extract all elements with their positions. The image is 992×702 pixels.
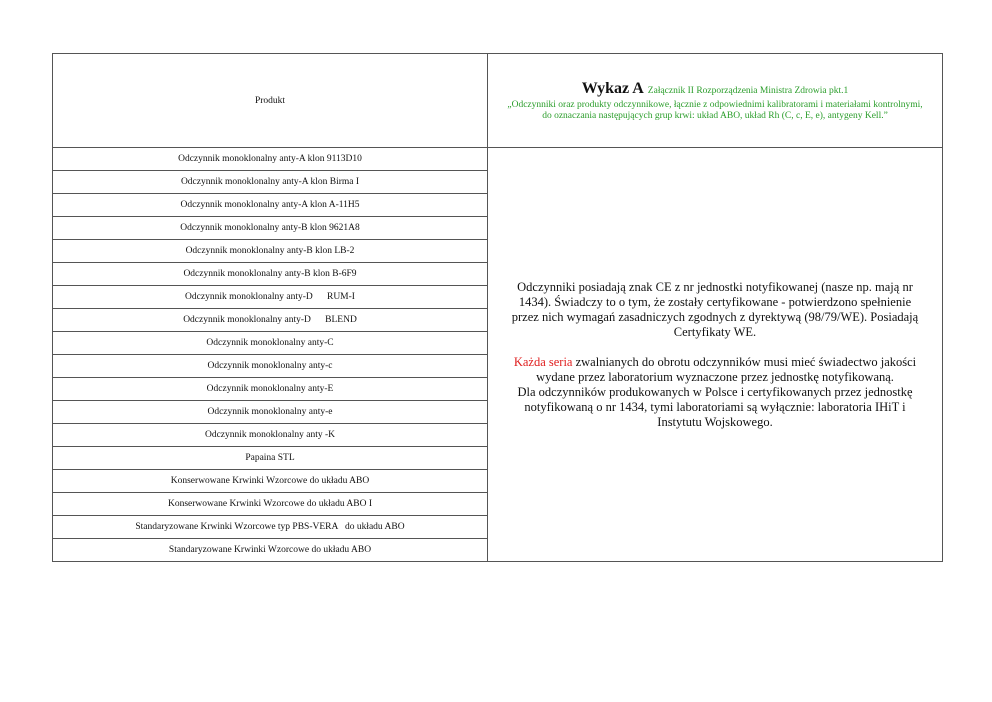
product-name-cell: Odczynnik monoklonalny anty -K	[53, 424, 488, 447]
wykaz-title: Wykaz A	[581, 79, 644, 97]
product-name-cell: Odczynnik monoklonalny anty-D RUM-I	[53, 286, 488, 309]
product-name-cell: Konserwowane Krwinki Wzorcowe do układu ABO	[53, 470, 488, 493]
product-name-cell: Odczynnik monoklonalny anty-D BLEND	[53, 309, 488, 332]
product-name-cell: Odczynnik monoklonalny anty-B klon LB-2	[53, 240, 488, 263]
product-name-cell: Odczynnik monoklonalny anty-A klon A-11H5	[53, 194, 488, 217]
product-name-cell: Odczynnik monoklonalny anty-A klon 9113D10	[53, 148, 488, 171]
product-name-cell: Standaryzowane Krwinki Wzorcowe do układu ABO	[53, 539, 488, 562]
product-column-header: Produkt	[53, 54, 488, 148]
product-name-cell: Konserwowane Krwinki Wzorcowe do układu ABO I	[53, 493, 488, 516]
header-row	[53, 54, 943, 148]
product-name-cell: Papaina STL	[53, 447, 488, 470]
wykaz-table	[52, 53, 943, 562]
product-name-cell: Odczynnik monoklonalny anty-c	[53, 355, 488, 378]
wykaz-header-cell	[488, 54, 943, 148]
product-name-cell: Odczynnik monoklonalny anty-A klon Birma I	[53, 171, 488, 194]
quality-certificate-text: zwalnianych do obrotu odczynników musi mieć świadectwo jakości wydane przez laboratorium wyznaczone przez jednostkę notyfikowaną.	[536, 354, 917, 384]
laboratories-paragraph: Dla odczynników produkowanych w Polsce i certyfikowanych przez jednostkę notyfikowaną o nr 1434, tymi laboratoriami są wyłącznie: laboratoria IHiT i Instytutu Wojskowego.	[517, 384, 913, 429]
wykaz-reference: Załącznik II Rozporządzenia Ministra Zdrowia pkt.1	[647, 85, 849, 96]
product-name-cell: Odczynnik monoklonalny anty-E	[53, 378, 488, 401]
product-name-cell: Odczynnik monoklonalny anty-B klon 9621A8	[53, 217, 488, 240]
product-name-cell: Odczynnik monoklonalny anty-B klon B-6F9	[53, 263, 488, 286]
wykaz-description: „Odczynniki oraz produkty odczynnikowe, łącznie z odpowiednimi kalibratorami i materiałami kontrolnymi, do oznaczania następujących grup krwi: układ ABO, układ Rh (C, c, E, e), antygeny Kell.”	[507, 99, 923, 121]
product-name-cell: Odczynnik monoklonalny anty-e	[53, 401, 488, 424]
product-name-cell: Standaryzowane Krwinki Wzorcowe typ PBS-VERA do układu ABO	[53, 516, 488, 539]
highlight-text: Każda seria	[513, 354, 573, 369]
ce-mark-paragraph: Odczynniki posiadają znak CE z nr jednostki notyfikowanej (nasze np. mają nr 1434). Świadczy to o tym, że zostały certyfikowane - potwierdzono spełnienie przez nich wymagań zasadniczych zgodnych z dyrektywą (98/79/WE). Posiadają Certyfikaty WE.	[511, 279, 919, 339]
certification-info-cell	[488, 148, 943, 562]
quality-certificate-paragraph	[504, 355, 926, 385]
table-row	[53, 148, 943, 171]
product-name-cell: Odczynnik monoklonalny anty-C	[53, 332, 488, 355]
